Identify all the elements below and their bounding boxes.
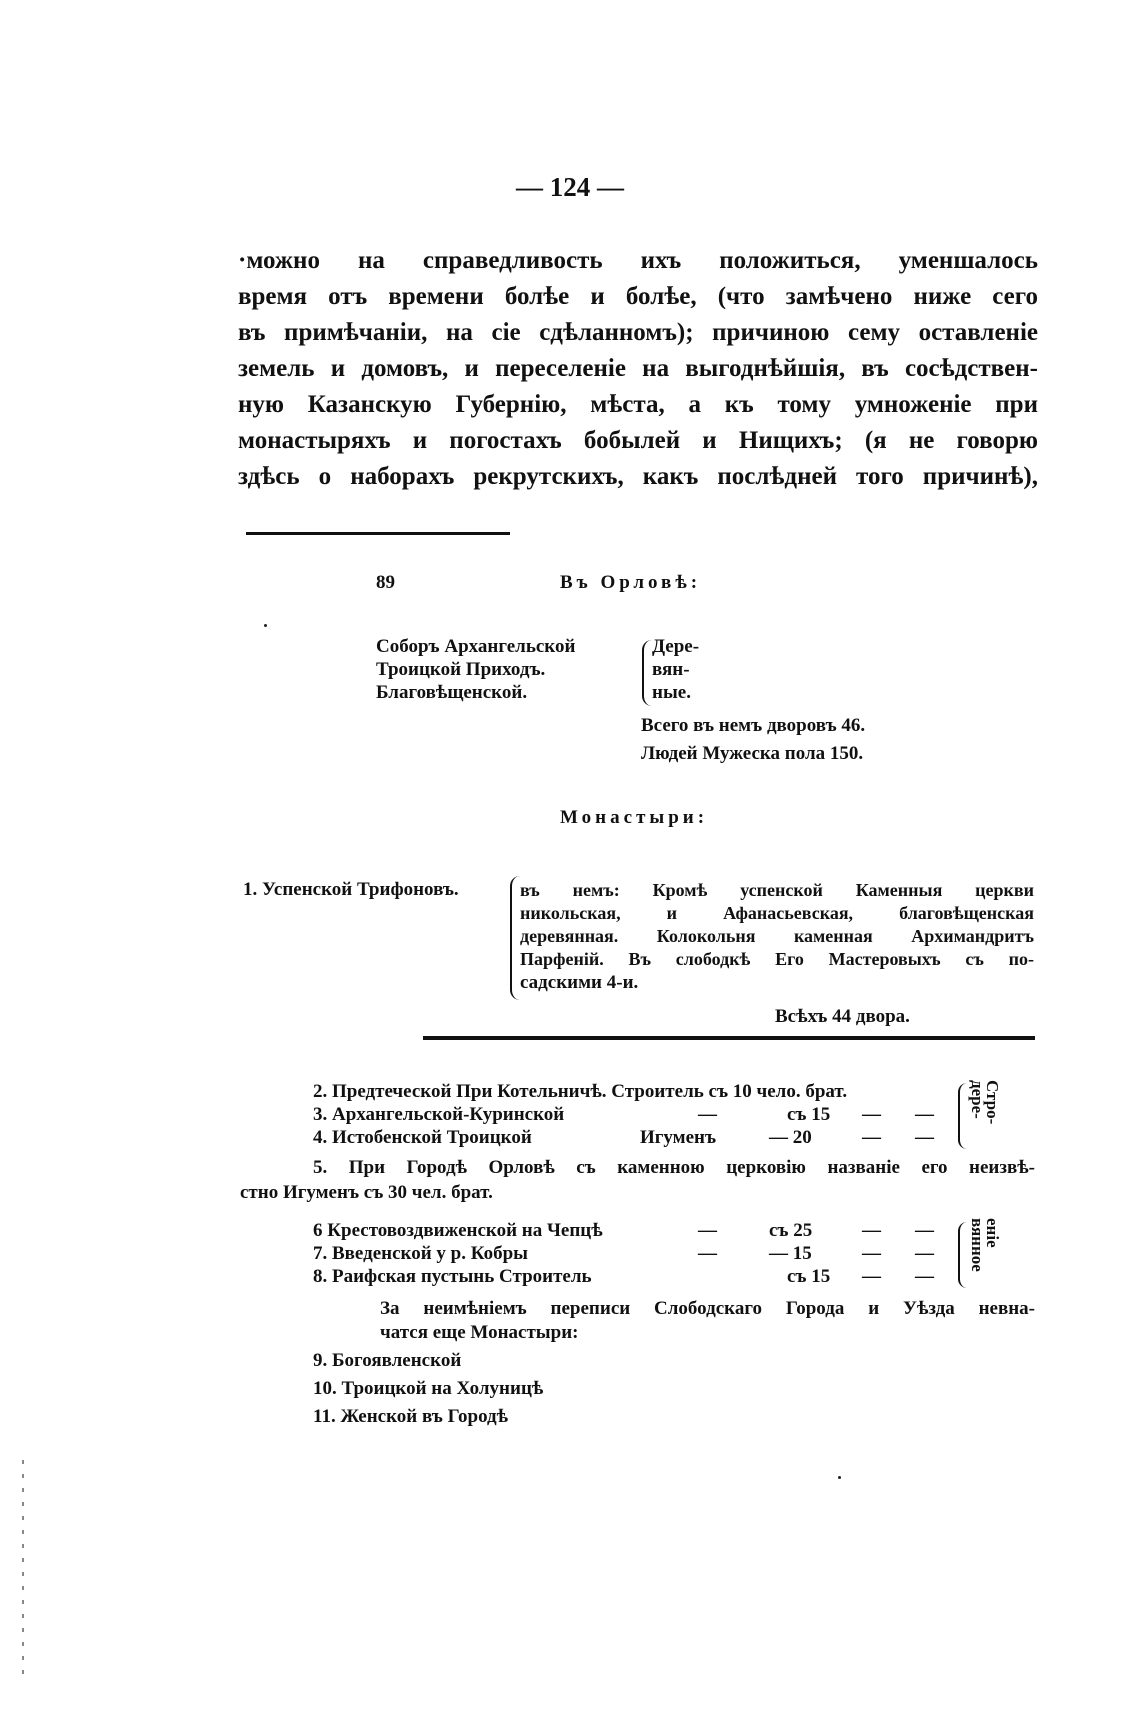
ditto-cell: — (862, 1220, 881, 1241)
body-line: здѣсь о наборахъ рекрутскихъ, какъ послѣдней того причинѣ), (238, 463, 1038, 490)
ditto-cell: — (862, 1266, 881, 1287)
monastery-row: 9. Богоявленской (313, 1350, 462, 1371)
rank-cell: — (698, 1243, 717, 1264)
footnote-rule (246, 532, 510, 535)
ditto-cell: — (915, 1127, 934, 1148)
total-houses: Всего въ немъ дворовъ 46. (641, 715, 866, 736)
church-name: Троицкой Приходъ. (376, 659, 546, 680)
monastery-1-desc: Парфеній. Въ слободкѣ Его Мастеровыхъ съ по- (520, 949, 1034, 969)
body-line: земель и домовъ, и переселеніе на выгоднѣйшія, въ сосѣдствен- (238, 355, 1038, 382)
body-line: въ примѣчаніи, на сіе сдѣланномъ); причиною сему оставленіе (238, 319, 1038, 346)
scan-edge-marks (22, 1460, 24, 1680)
body-line: монастыряхъ и погостахъ бобылей и Нищихъ; (я не говорю (238, 427, 1038, 454)
scan-speck (838, 1476, 841, 1479)
church-name: Благовѣщенской. (376, 682, 528, 703)
section-number: 89 (376, 572, 395, 593)
note-line: чатся еще Монастыри: (380, 1322, 579, 1343)
church-material: ные. (652, 682, 691, 703)
church-material: Дере- (652, 636, 700, 657)
rank-cell: — (698, 1220, 717, 1241)
body-line: ную Казанскую Губернію, мѣста, а къ тому умноженіе при (238, 391, 1038, 418)
ditto-cell: — (862, 1104, 881, 1125)
monastery-row: 6 Крестовоздвиженской на Чепцѣ (313, 1220, 603, 1241)
total-men: Людей Мужеска пола 150. (641, 743, 864, 764)
group-a-brace (958, 1083, 967, 1149)
note-line: За неимѣніемъ переписи Слободскаго Города и Уѣзда невна- (380, 1298, 1035, 1319)
body-line: ·можно на справедливость ихъ положиться, уменшалось (238, 247, 1038, 274)
monastery-1-desc: никольская, и Афанасьевская, благовѣщенская (520, 903, 1034, 923)
monastery-row: 7. Введенской у р. Кобры (313, 1243, 528, 1264)
count-cell: съ 15 (787, 1104, 831, 1125)
monastery-row: 8. Раифская пустынь Строитель (313, 1266, 592, 1287)
body-line: время отъ времени болѣе и болѣе, (что замѣчено ниже сего (238, 283, 1038, 310)
page-number: — 124 — (516, 172, 624, 202)
church-brace (642, 640, 652, 706)
ditto-cell: — (915, 1266, 934, 1287)
monastery-1-total: Всѣхъ 44 двора. (775, 1006, 910, 1027)
monastery-row: 5. При Городѣ Орловѣ съ каменною церковію названіе его неизвѣ- (313, 1157, 1035, 1178)
monastery-row: стно Игуменъ съ 30 чел. брат. (240, 1182, 493, 1203)
count-cell: съ 15 (787, 1266, 831, 1287)
monastery-row: 2. Предтеческой При Котельничѣ. Строитель съ 10 чело. брат. (313, 1081, 848, 1102)
ditto-cell: — (862, 1243, 881, 1264)
monasteries-heading: Монастыри: (560, 807, 709, 828)
monastery-1-brace (510, 876, 520, 1000)
church-name: Соборъ Архангельской (376, 636, 576, 657)
monastery-1-desc: садскими 4-и. (520, 972, 639, 993)
monastery-row: 3. Архангельской-Куринской (313, 1104, 565, 1125)
section-rule (423, 1036, 1035, 1040)
ditto-cell: — (915, 1104, 934, 1125)
scan-speck (264, 624, 267, 627)
church-material: вян- (652, 659, 690, 680)
monastery-row: 10. Троицкой на Холуницѣ (313, 1378, 544, 1399)
rank-cell: — (698, 1104, 717, 1125)
ditto-cell: — (915, 1243, 934, 1264)
monastery-row: 11. Женской въ Городѣ (313, 1406, 509, 1427)
ditto-cell: — (862, 1127, 881, 1148)
group-b-brace (958, 1222, 967, 1288)
monastery-1-desc: деревянная. Колокольня каменная Архимандритъ (520, 926, 1034, 946)
monastery-1-desc: въ немъ: Кромѣ успенской Каменныя церкви (520, 880, 1034, 900)
monastery-row: 4. Истобенской Троицкой (313, 1127, 532, 1148)
ditto-cell: — (915, 1220, 934, 1241)
count-cell: съ 25 (769, 1220, 813, 1241)
rank-cell: Игуменъ (640, 1127, 717, 1148)
count-cell: — 15 (769, 1243, 812, 1264)
monastery-1-name: 1. Успенской Трифоновъ. (243, 879, 459, 900)
count-cell: — 20 (769, 1127, 812, 1148)
group-b-note: еніе вянное (968, 1218, 1002, 1272)
group-a-note: Стро- дере- (968, 1080, 1002, 1125)
section-title: Въ Орловѣ: (560, 572, 702, 593)
